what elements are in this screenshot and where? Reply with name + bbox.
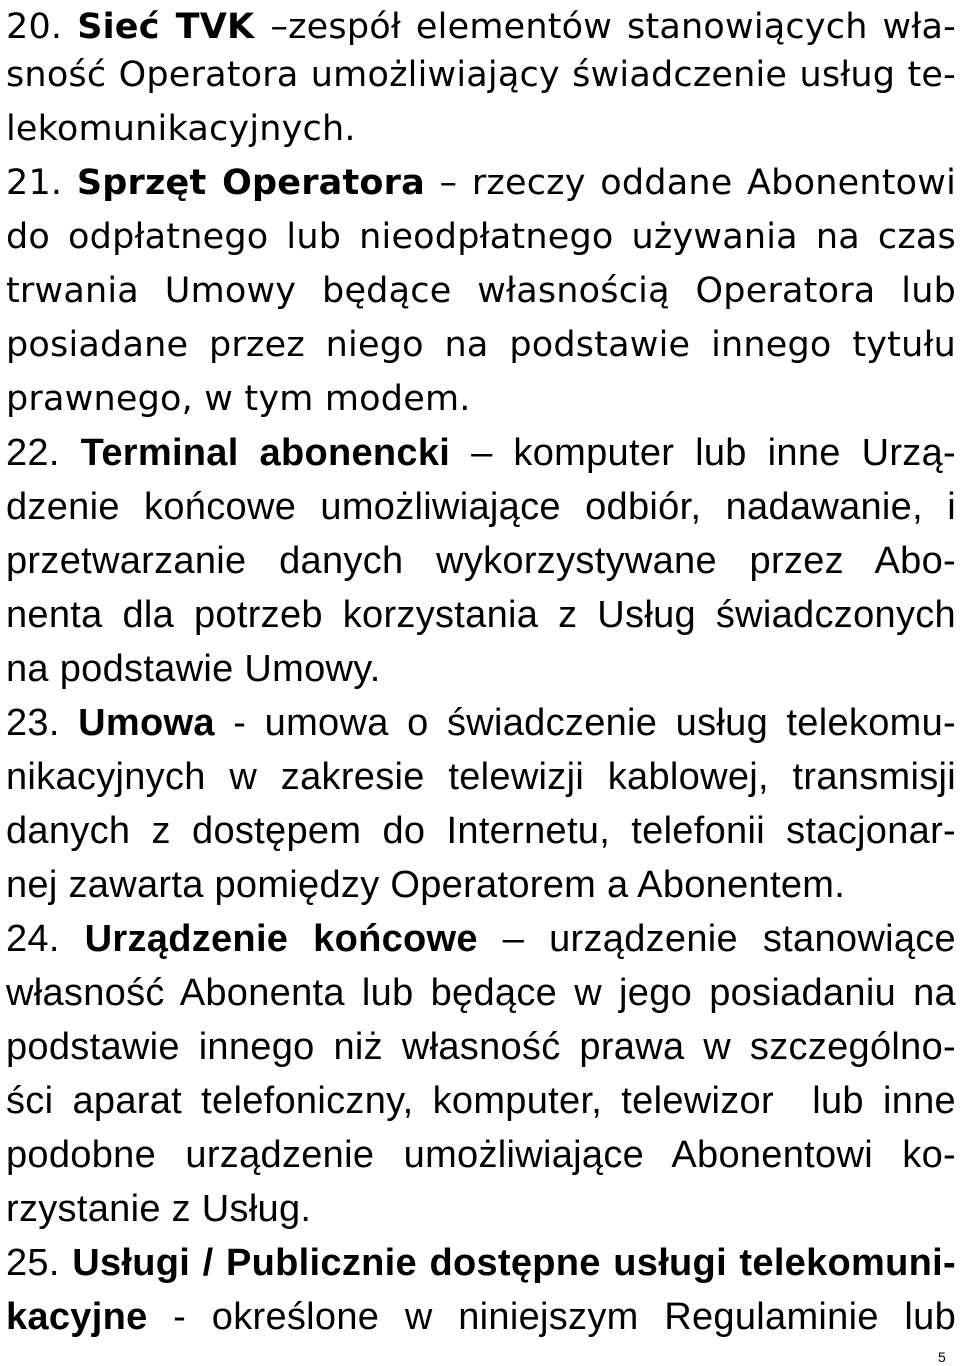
line-text: 23. (6, 702, 79, 744)
line-text: – komputer lub inne Urzą- (450, 432, 956, 474)
line-text: lekomunikacyjnych. (6, 109, 356, 149)
document-line (6, 804, 956, 858)
document-line (6, 750, 956, 804)
document-line (6, 696, 956, 750)
line-text: prawnego, w tym modem. (6, 379, 471, 419)
document-line (6, 426, 956, 480)
line-text: ści aparat telefoniczny, komputer, telewizor lub inne (6, 1080, 956, 1122)
document-line (6, 480, 956, 534)
document-line (6, 1182, 956, 1236)
document-line (6, 102, 956, 156)
document-line (6, 264, 956, 318)
line-text: –zespół elementów stanowiących wła- (270, 7, 956, 47)
document-line (6, 48, 956, 102)
page-number: 5 (938, 1349, 946, 1365)
line-text: nej zawarta pomiędzy Operatorem a Abonentem. (6, 864, 846, 906)
line-text: posiadane przez niego na podstawie innego tytułu (6, 325, 956, 365)
defined-term: Urządzenie końcowe (84, 918, 478, 960)
line-text: nikacyjnych w zakresie telewizji kablowej, transmisji (6, 756, 956, 798)
line-text: 20. (6, 7, 78, 47)
line-text: nenta dla potrzeb korzystania z Usług świadczonych (6, 594, 956, 636)
document-line (6, 588, 956, 642)
line-text: dzenie końcowe umożliwiające odbiór, nadawanie, i (6, 486, 956, 528)
document-line (6, 1290, 956, 1344)
line-text: danych z dostępem do Internetu, telefonii stacjonar- (6, 810, 956, 852)
line-text: 25. (6, 1242, 73, 1284)
line-text: rzystanie z Usług. (6, 1188, 312, 1230)
line-text: 21. (6, 163, 77, 203)
line-text: podobne urządzenie umożliwiające Abonentowi ko- (6, 1134, 956, 1176)
defined-term: kacyjne (6, 1296, 148, 1338)
document-line (6, 534, 956, 588)
line-text: podstawie innego niż własność prawa w szczególno- (6, 1026, 956, 1068)
document-line (6, 1128, 956, 1182)
line-text: przetwarzanie danych wykorzystywane przez Abo- (6, 540, 956, 582)
defined-term: Usługi / Publicznie dostępne usługi telekomuni- (72, 1242, 956, 1284)
line-text: sność Operatora umożliwiający świadczenie usług te- (6, 55, 956, 95)
line-text: - określone w niniejszym Regulaminie lub (147, 1296, 956, 1338)
line-text: – rzeczy oddane Abonentowi (424, 163, 956, 203)
line-text: – urządzenie stanowiące (477, 918, 956, 960)
line-text: na podstawie Umowy. (6, 648, 381, 690)
document-line (6, 156, 956, 210)
line-text: - umowa o świadczenie usług telekomu- (214, 702, 956, 744)
document-line (6, 372, 956, 426)
document-line (6, 1020, 956, 1074)
document-line (6, 210, 956, 264)
document-line (6, 858, 956, 912)
document-line (6, 966, 956, 1020)
document-line (6, 642, 956, 696)
line-text: własność Abonenta lub będące w jego posiadaniu na (6, 972, 956, 1014)
document-line (6, 318, 956, 372)
document-line (6, 1236, 956, 1290)
defined-term: Terminal abonencki (80, 432, 451, 474)
line-text: do odpłatnego lub nieodpłatnego używania na czas (6, 217, 956, 257)
document-line (6, 1074, 956, 1128)
line-text: 22. (6, 432, 81, 474)
defined-term: Sieć TVK (77, 7, 271, 47)
line-text: trwania Umowy będące własnością Operatora lub (6, 271, 956, 311)
document-line (6, 0, 956, 54)
line-text: 24. (6, 918, 85, 960)
defined-term: Sprzęt Operatora (76, 163, 425, 203)
defined-term: Umowa (78, 702, 215, 744)
document-line (6, 912, 956, 966)
